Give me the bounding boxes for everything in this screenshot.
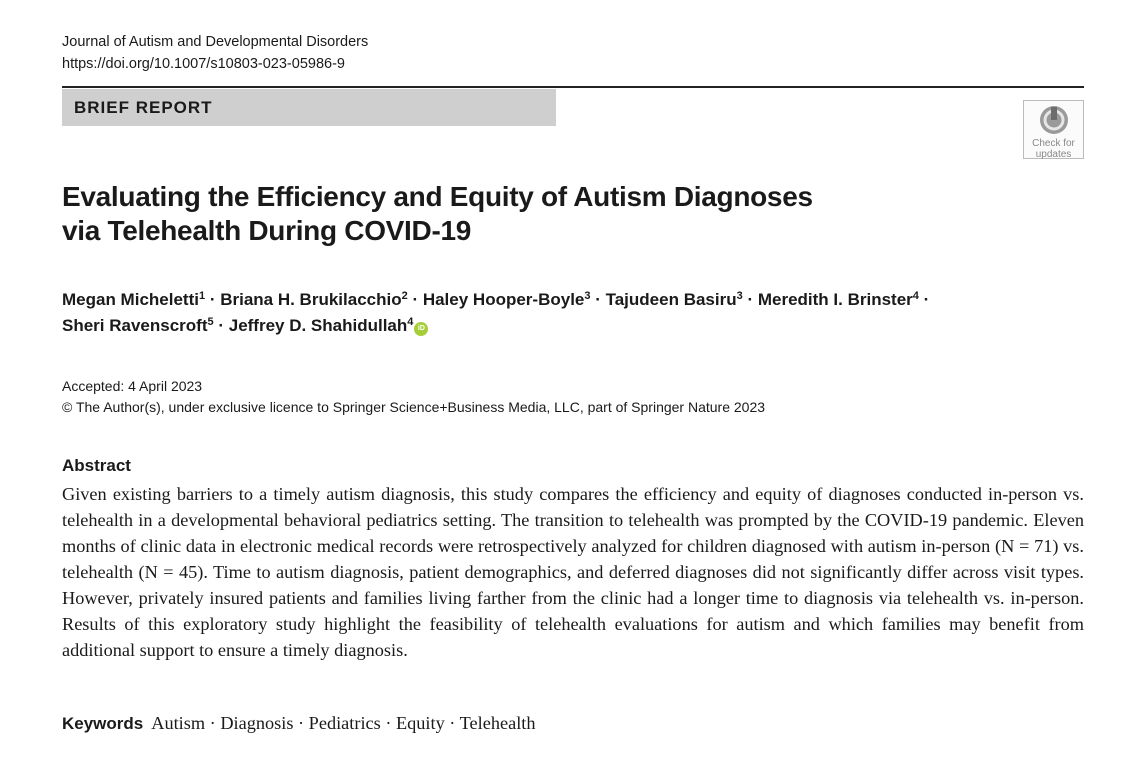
- abstract-heading: Abstract: [62, 456, 131, 475]
- copyright-notice: © The Author(s), under exclusive licence to Springer Science+Business Media, LLC, part of Springer Nature 2023: [62, 399, 766, 415]
- affiliation-marker[interactable]: 2: [401, 290, 408, 302]
- author-name[interactable]: Sheri Ravenscroft: [62, 316, 208, 335]
- journal-name: Journal of Autism and Developmental Disorders: [62, 34, 369, 50]
- author-name[interactable]: Jeffrey D. Shahidullah: [228, 316, 408, 335]
- journal-header: [62, 31, 368, 75]
- affiliation-marker[interactable]: 1: [198, 290, 206, 302]
- title-line-2: via Telehealth During COVID-19: [62, 215, 472, 246]
- header-rule: [62, 86, 1084, 88]
- check-for-updates-button[interactable]: [1023, 100, 1084, 159]
- author-separator: ·: [407, 290, 423, 309]
- abstract-text: Given existing barriers to a timely autism diagnosis, this study compares the efficiency and equity of diagnoses conducted in-person vs. telehealth in a developmental behavioral pediatrics setting. The transition to telehealth was prompted by the COVID-19 pandemic. Eleven months of clinic data in electronic medical records were retrospectively analyzed for children diagnosed with autism in-person (N = 71) vs. telehealth (N = 45). Time to autism diagnosis, patient demographics, and deferred diagnoses did not significantly differ across visit types. However, privately insured patients and families living farther from the clinic had a longer time to diagnosis via telehealth vs. in-person. Results of this exploratory study highlight the feasibility of telehealth evaluations for autism and which families may benefit from additional support to ensure a timely diagnosis.: [62, 484, 1084, 660]
- author-separator: ·: [742, 290, 758, 309]
- author-line-1: [62, 287, 1084, 313]
- orcid-icon[interactable]: iD: [414, 322, 428, 336]
- check-for-updates-icon: [1038, 104, 1070, 136]
- author-name[interactable]: Tajudeen Basiru: [605, 290, 737, 309]
- author-name[interactable]: Briana H. Brukilacchio: [220, 290, 402, 309]
- keywords-label: Keywords: [62, 714, 144, 733]
- author-separator: ·: [918, 290, 930, 309]
- accepted-date: Accepted: 4 April 2023: [62, 378, 203, 394]
- author-list: [62, 287, 1084, 339]
- affiliation-marker[interactable]: 5: [207, 316, 214, 328]
- affiliation-marker[interactable]: 4: [407, 316, 414, 328]
- author-name[interactable]: Meredith I. Brinster: [757, 290, 913, 309]
- check-for-updates-line2: updates: [1035, 149, 1072, 160]
- author-name[interactable]: Megan Micheletti: [62, 290, 199, 309]
- affiliation-marker[interactable]: 4: [912, 290, 919, 302]
- author-separator: ·: [205, 290, 221, 309]
- keywords: [62, 713, 536, 734]
- author-line-2: [62, 313, 1084, 339]
- author-name[interactable]: Haley Hooper-Boyle: [422, 290, 585, 309]
- author-separator: ·: [213, 316, 229, 335]
- keywords-list: Autism · Diagnosis · Pediatrics · Equity · Telehealth: [151, 713, 536, 733]
- doi-link[interactable]: https://doi.org/10.1007/s10803-023-05986-9: [62, 56, 345, 72]
- article-dates: [62, 376, 765, 418]
- affiliation-marker[interactable]: 3: [584, 290, 591, 302]
- article-type-badge: BRIEF REPORT: [62, 89, 556, 126]
- check-for-updates-line1: Check for: [1032, 138, 1075, 149]
- affiliation-marker[interactable]: 3: [736, 290, 743, 302]
- title-line-1: Evaluating the Efficiency and Equity of Autism Diagnoses: [62, 181, 813, 212]
- article-title: [62, 180, 962, 248]
- author-separator: ·: [590, 290, 606, 309]
